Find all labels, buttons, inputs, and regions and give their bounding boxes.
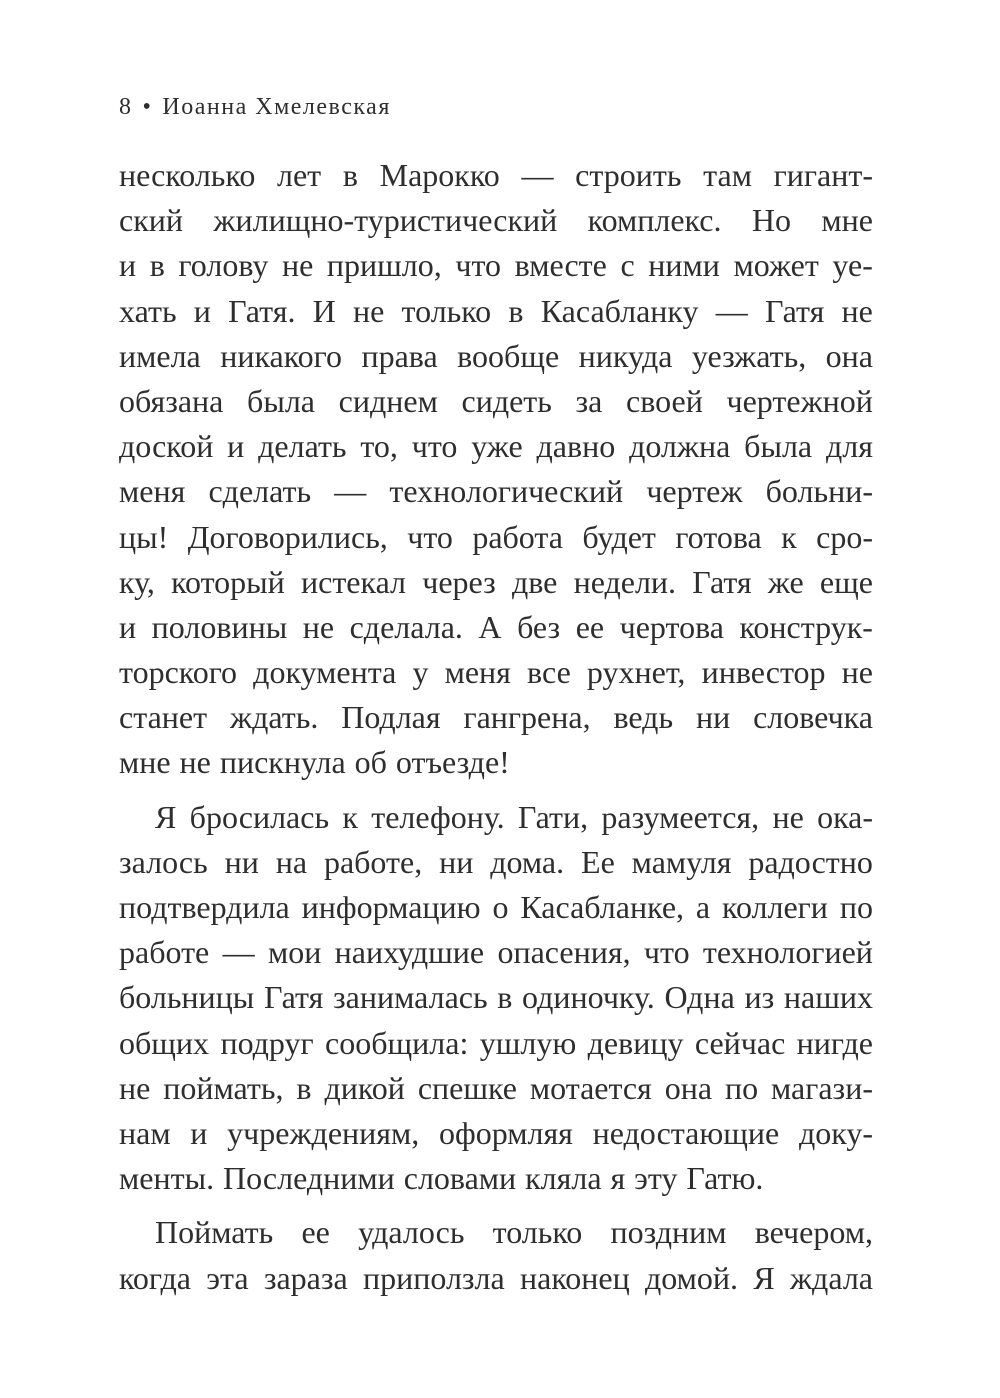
word: своей xyxy=(626,382,703,419)
text-line xyxy=(119,840,873,885)
word: Подлая xyxy=(341,699,441,736)
word: никакого xyxy=(220,337,342,374)
word: удалось xyxy=(358,1214,465,1251)
page-number: 8 xyxy=(119,94,133,120)
paragraph xyxy=(119,153,873,786)
word: доской xyxy=(119,428,214,465)
word: об xyxy=(354,744,387,781)
word: гангрена, xyxy=(463,699,591,736)
word: в xyxy=(149,247,165,284)
word: цы! xyxy=(119,518,169,555)
word: наихудшие xyxy=(334,934,485,971)
word: мне xyxy=(821,202,873,239)
word: что xyxy=(455,247,502,284)
word: нам xyxy=(119,1114,171,1151)
word: Гатя xyxy=(764,292,825,329)
word: нигде xyxy=(796,1024,873,1061)
word: дикой xyxy=(324,1069,405,1106)
text-line xyxy=(119,650,873,695)
word: бросилась xyxy=(189,798,330,835)
word: мне xyxy=(119,744,171,781)
word: работа xyxy=(472,518,563,555)
word: словами xyxy=(403,1160,517,1197)
text-line xyxy=(119,560,873,605)
text-line xyxy=(119,885,873,930)
word: инвестор xyxy=(701,654,826,691)
word: станет xyxy=(119,699,208,736)
word: только xyxy=(401,292,492,329)
word: не xyxy=(179,744,211,781)
word: имела xyxy=(119,337,201,374)
word: была xyxy=(247,382,315,419)
word: не xyxy=(841,654,873,691)
word: что xyxy=(643,934,690,971)
word: к xyxy=(781,518,797,555)
word: несколько xyxy=(119,157,256,193)
word: может xyxy=(733,247,819,284)
word: эта xyxy=(206,1259,249,1296)
word: из xyxy=(744,979,775,1016)
word: комплекс. xyxy=(587,202,722,239)
word: Гатя xyxy=(692,563,752,600)
word: я xyxy=(610,1160,626,1197)
word: информацию xyxy=(301,889,481,925)
word: гигант- xyxy=(773,157,873,193)
word: в xyxy=(497,979,513,1016)
word: уе- xyxy=(832,247,873,284)
text-line xyxy=(119,334,873,379)
word: и xyxy=(193,292,211,329)
word: технологией xyxy=(702,934,873,971)
word: сро- xyxy=(816,518,873,555)
word: Гати, xyxy=(517,798,589,835)
word: пришло, xyxy=(326,247,442,284)
word: и xyxy=(119,608,137,645)
word: строить xyxy=(575,157,682,193)
word: по xyxy=(724,1069,759,1106)
word: который xyxy=(171,563,285,600)
word: только xyxy=(492,1214,583,1251)
text-line xyxy=(119,379,873,424)
word: ни xyxy=(695,699,731,736)
word: же xyxy=(767,563,804,600)
text-line xyxy=(119,515,873,560)
word: о xyxy=(492,889,509,925)
word: спешке xyxy=(417,1069,517,1106)
word: больни- xyxy=(765,473,873,510)
word: должна xyxy=(629,428,731,465)
word: через xyxy=(422,563,496,600)
word: она xyxy=(664,1069,713,1106)
word: не xyxy=(353,292,385,329)
word: ока- xyxy=(817,798,873,835)
text-line xyxy=(119,1210,873,1255)
text-line xyxy=(119,469,873,514)
word: — xyxy=(334,473,367,510)
text-line xyxy=(119,243,873,288)
word: в xyxy=(296,1069,312,1106)
word: не xyxy=(119,1069,151,1106)
word: подруг xyxy=(220,1024,314,1061)
word: истекал xyxy=(300,563,407,600)
word: поздним xyxy=(610,1214,727,1251)
word: дома. xyxy=(490,843,565,880)
word: еще xyxy=(819,563,873,600)
word: и xyxy=(190,1114,208,1151)
word: недели. xyxy=(573,563,677,600)
word: Гатю. xyxy=(686,1160,764,1197)
word: для xyxy=(825,428,873,465)
word: отъезде! xyxy=(395,744,510,781)
word: документа xyxy=(253,654,397,691)
word: магази- xyxy=(770,1069,873,1106)
word: Я xyxy=(155,798,177,835)
word: подтвердила xyxy=(119,889,290,925)
word: кляла xyxy=(525,1160,602,1197)
word: работе, xyxy=(323,843,423,880)
text-line xyxy=(119,930,873,975)
word: права xyxy=(361,337,438,374)
word: Ее xyxy=(581,843,615,880)
word: Поймать xyxy=(155,1214,274,1251)
word: больницы xyxy=(119,979,255,1016)
word: мотается xyxy=(529,1069,652,1106)
paragraph xyxy=(119,1210,873,1300)
word: А xyxy=(478,608,502,645)
text-line xyxy=(119,289,873,334)
word: меня xyxy=(444,654,511,691)
word: Я xyxy=(753,1259,775,1296)
word: ский xyxy=(119,202,183,239)
word: ее xyxy=(301,1214,330,1251)
word: на xyxy=(275,843,308,880)
word: у xyxy=(412,654,429,691)
word: ни xyxy=(224,843,259,880)
word: хать xyxy=(119,292,177,329)
separator-bullet: • xyxy=(142,94,153,120)
text-line xyxy=(119,1156,873,1201)
word: не xyxy=(772,798,804,835)
word: Касабланке, xyxy=(520,889,685,925)
word: к xyxy=(342,798,358,835)
word: чертежной xyxy=(726,382,873,419)
text-line xyxy=(119,1111,873,1156)
word: коллеги xyxy=(722,889,828,925)
word: ни xyxy=(439,843,474,880)
text-line xyxy=(119,153,873,198)
word: ждать. xyxy=(229,699,319,736)
word: ведь xyxy=(613,699,674,736)
text-line xyxy=(119,975,873,1020)
word: мои xyxy=(267,934,322,971)
word: сидеть xyxy=(461,382,552,419)
text-line xyxy=(119,1066,873,1111)
word: ними xyxy=(648,247,720,284)
word: разумеется, xyxy=(601,798,760,835)
word: сиднем xyxy=(338,382,438,419)
text-line xyxy=(119,605,873,650)
paragraph xyxy=(119,795,873,1202)
word: она xyxy=(825,337,873,374)
word: — xyxy=(521,157,554,193)
word: в xyxy=(342,157,358,193)
word: давно xyxy=(536,428,616,465)
word: радостно xyxy=(748,843,873,880)
word: мамуля xyxy=(631,843,732,880)
word: делать xyxy=(258,428,347,465)
word: наших xyxy=(783,979,873,1016)
word: все xyxy=(527,654,571,691)
word: — xyxy=(222,934,255,971)
running-head xyxy=(119,92,391,122)
word: домой. xyxy=(644,1259,739,1296)
paragraph-gap xyxy=(119,786,873,795)
word: менты. xyxy=(119,1160,215,1197)
word: в xyxy=(508,292,524,329)
word: уезжать, xyxy=(691,337,807,374)
word: занималась xyxy=(333,979,488,1016)
word: приползла xyxy=(362,1259,505,1296)
word: одиночку. xyxy=(522,979,655,1016)
author-name: Иоанна Хмелевская xyxy=(162,94,391,120)
word: две xyxy=(511,563,558,600)
word: Гатя xyxy=(263,979,324,1016)
word: сделать xyxy=(208,473,312,510)
text-line xyxy=(119,695,873,740)
word: то, xyxy=(360,428,398,465)
word: готова xyxy=(675,518,762,555)
word: не xyxy=(302,608,335,645)
word: Последними xyxy=(223,1160,395,1197)
text-line xyxy=(119,198,873,243)
word: когда xyxy=(119,1259,191,1296)
word: Гатя. xyxy=(228,292,296,329)
word: — xyxy=(715,292,748,329)
word: технологический xyxy=(389,473,624,510)
word: словечка xyxy=(753,699,873,736)
word: половины xyxy=(151,608,288,645)
word: без xyxy=(517,608,561,645)
word: доку- xyxy=(798,1114,873,1151)
word: ку, xyxy=(119,563,155,600)
word: наконец xyxy=(520,1259,630,1296)
word: учреждениям, xyxy=(227,1114,420,1151)
word: И xyxy=(312,292,336,329)
word: сейчас xyxy=(694,1024,786,1061)
word: никуда xyxy=(578,337,673,374)
text-line xyxy=(119,740,873,785)
word: зараза xyxy=(263,1259,348,1296)
word: что xyxy=(411,428,458,465)
word: недостающие xyxy=(592,1114,780,1151)
word: с xyxy=(620,247,635,284)
word: опасения, xyxy=(497,934,631,971)
word: поймать, xyxy=(163,1069,284,1106)
body-text xyxy=(119,153,873,1301)
word: Марокко xyxy=(379,157,500,193)
word: ждала xyxy=(789,1259,873,1296)
word: ушлую xyxy=(479,1024,577,1061)
word: жилищно-туристический xyxy=(213,202,558,239)
word: будет xyxy=(582,518,656,555)
word: торского xyxy=(119,654,238,691)
word: меня xyxy=(119,473,186,510)
word: что xyxy=(407,518,453,555)
word: Касабланку xyxy=(540,292,699,329)
word: не xyxy=(841,292,873,329)
text-line xyxy=(119,795,873,840)
word: была xyxy=(744,428,813,465)
word: девицу xyxy=(587,1024,684,1061)
paragraph-gap xyxy=(119,1201,873,1210)
word: пискнула xyxy=(219,744,346,781)
word: не xyxy=(281,247,314,284)
word: вообще xyxy=(457,337,560,374)
word: и xyxy=(119,247,137,284)
word: общих xyxy=(119,1024,210,1061)
word: оформляя xyxy=(438,1114,573,1151)
word: сделала. xyxy=(349,608,463,645)
word: вечером, xyxy=(754,1214,873,1251)
text-line xyxy=(119,1021,873,1066)
word: рухнет, xyxy=(586,654,686,691)
word: там xyxy=(703,157,752,193)
word: голову xyxy=(178,247,269,284)
word: телефону. xyxy=(371,798,505,835)
word: по xyxy=(839,889,873,925)
word: за xyxy=(575,382,603,419)
text-line xyxy=(119,424,873,469)
word: конструк- xyxy=(739,608,873,645)
word: а xyxy=(695,889,711,925)
word: Договорились, xyxy=(187,518,388,555)
word: чертова xyxy=(619,608,724,645)
word: и xyxy=(227,428,245,465)
word: Одна xyxy=(664,979,735,1016)
word: залось xyxy=(119,843,208,880)
word: вместе xyxy=(514,247,607,284)
word: чертеж xyxy=(646,473,743,510)
word: сообщила: xyxy=(325,1024,469,1061)
word: ее xyxy=(575,608,605,645)
word: Но xyxy=(751,202,791,239)
word: эту xyxy=(634,1160,678,1197)
word: обязана xyxy=(119,382,224,419)
word: работе xyxy=(119,934,210,971)
text-line xyxy=(119,1256,873,1301)
word: лет xyxy=(277,157,322,193)
word: уже xyxy=(471,428,523,465)
